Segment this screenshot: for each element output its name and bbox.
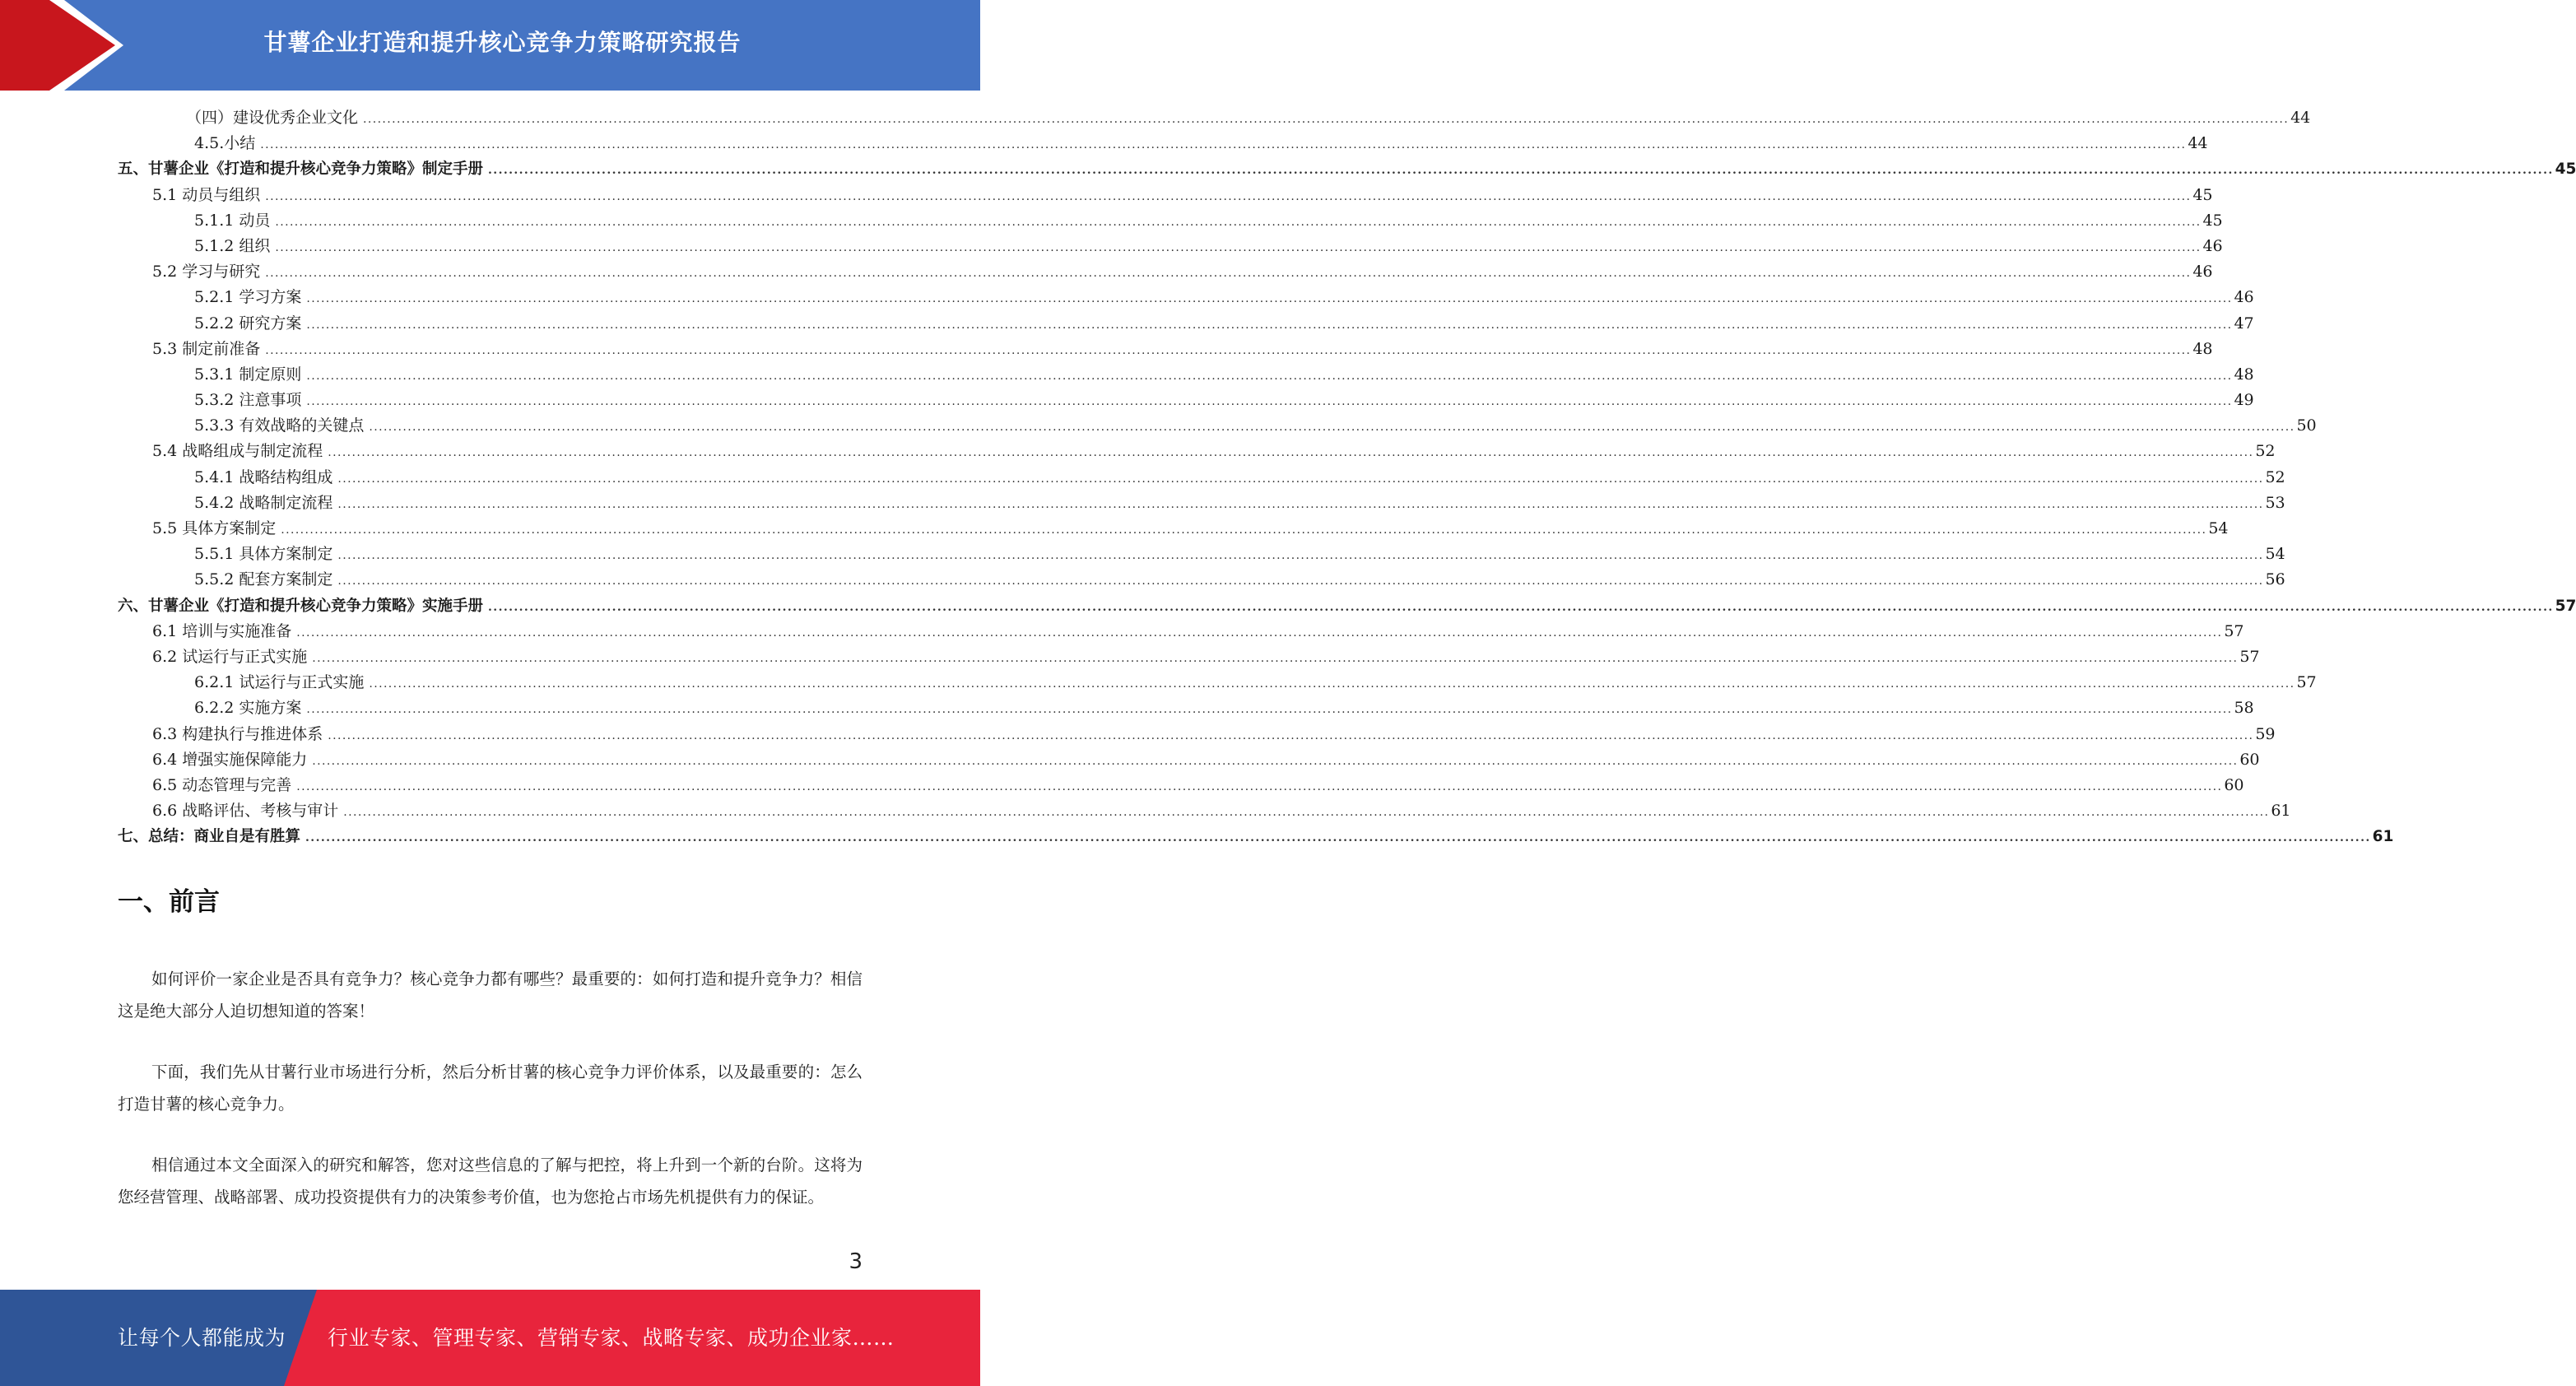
toc-entry-title: 6.2 试运行与正式实施: [152, 647, 308, 666]
toc-entry-title: 五、甘薯企业《打造和提升核心竞争力策略》制定手册: [118, 160, 484, 179]
toc-entry-title: 5.5 具体方案制定: [152, 519, 277, 537]
toc-entry[interactable]: [118, 593, 2576, 619]
toc-entry-page: 46: [2202, 236, 2223, 255]
toc-entry-title: 5.1.1 动员: [194, 211, 271, 230]
table-of-contents: [118, 105, 2576, 849]
toc-entry[interactable]: [118, 516, 2229, 542]
toc-entry-title: 5.3.3 有效战略的关键点: [194, 416, 365, 435]
toc-entry-page: 46: [2234, 288, 2254, 307]
toc-entry-title: 6.1 培训与实施准备: [152, 621, 292, 640]
toc-entry-page: 48: [2192, 339, 2213, 358]
toc-entry-title: 5.3.1 制定原则: [194, 365, 302, 384]
toc-entry[interactable]: [118, 285, 2254, 310]
toc-leader-dots: ................................................................................................................................................................................................................................................................................................................................................................................................................: [296, 626, 2223, 640]
toc-entry[interactable]: [118, 156, 2576, 182]
toc-entry-page: 57: [2224, 621, 2244, 640]
toc-entry-page: 45: [2192, 185, 2213, 204]
toc-entry[interactable]: [118, 722, 2276, 747]
toc-entry[interactable]: [118, 362, 2254, 388]
toc-entry-page: 50: [2296, 416, 2317, 435]
toc-entry[interactable]: [118, 388, 2254, 413]
toc-leader-dots: ................................................................................................................................................................................................................................................................................................................................................................................................................: [265, 189, 2192, 203]
toc-entry-page: 49: [2234, 391, 2254, 410]
section-title: 一、前言: [118, 887, 220, 917]
toc-leader-dots: ................................................................................................................................................................................................................................................................................................................................................................................................................: [312, 651, 2239, 665]
toc-leader-dots: ................................................................................................................................................................................................................................................................................................................................................................................................................: [281, 523, 2207, 537]
toc-entry-page: 54: [2265, 545, 2285, 564]
page-footer: [0, 1290, 980, 1386]
toc-entry-page: 47: [2234, 314, 2254, 333]
toc-entry-page: 57: [2296, 673, 2317, 692]
toc-entry[interactable]: [118, 798, 2291, 824]
toc-entry-page: 54: [2208, 519, 2229, 537]
toc-entry[interactable]: [118, 208, 2223, 234]
toc-leader-dots: ................................................................................................................................................................................................................................................................................................................................................................................................................: [306, 395, 2233, 409]
page-number: 3: [849, 1249, 863, 1274]
toc-entry[interactable]: [118, 337, 2213, 362]
toc-leader-dots: ................................................................................................................................................................................................................................................................................................................................................................................................................: [296, 779, 2223, 793]
toc-entry[interactable]: [118, 644, 2260, 670]
paragraph: 下面，我们先从甘薯行业市场进行分析，然后分析甘薯的核心竞争力评价体系，以及最重要的：怎么打造甘薯的核心竞争力。: [118, 1063, 863, 1114]
toc-entry-page: 56: [2265, 570, 2285, 589]
toc-leader-dots: ................................................................................................................................................................................................................................................................................................................................................................................................................: [265, 343, 2192, 357]
toc-entry-page: 48: [2234, 365, 2254, 384]
toc-entry[interactable]: [118, 439, 2276, 464]
toc-leader-dots: ................................................................................................................................................................................................................................................................................................................................................................................................................: [337, 574, 2264, 588]
body-text: [118, 963, 863, 1242]
toc-leader-dots: ................................................................................................................................................................................................................................................................................................................................................................................................................: [488, 164, 2554, 178]
toc-entry-title: 5.4.2 战略制定流程: [194, 493, 333, 512]
toc-leader-dots: ................................................................................................................................................................................................................................................................................................................................................................................................................: [306, 703, 2233, 717]
toc-entry-page: 52: [2255, 442, 2276, 461]
toc-entry-page: 53: [2265, 493, 2285, 512]
toc-entry-title: 六、甘薯企业《打造和提升核心竞争力策略》实施手册: [118, 597, 484, 615]
toc-entry-title: 5.5.2 配套方案制定: [194, 570, 333, 589]
paragraph: 如何评价一家企业是否具有竞争力？核心竞争力都有哪些？最重要的：如何打造和提升竞争力？相信这是绝大部分人迫切想知道的答案！: [118, 970, 863, 1021]
toc-entry[interactable]: [118, 695, 2254, 721]
footer-slogan-right: 行业专家、管理专家、营销专家、战略专家、成功企业家……: [328, 1326, 895, 1350]
toc-leader-dots: ................................................................................................................................................................................................................................................................................................................................................................................................................: [343, 806, 2270, 820]
toc-entry-page: 60: [2224, 775, 2244, 794]
toc-entry-title: 七、总结：商业自是有胜算: [118, 828, 301, 846]
toc-leader-dots: ................................................................................................................................................................................................................................................................................................................................................................................................................: [305, 831, 2371, 845]
toc-entry-title: 5.5.1 具体方案制定: [194, 545, 333, 564]
toc-entry-page: 57: [2239, 647, 2260, 666]
toc-entry[interactable]: [118, 105, 2311, 131]
toc-leader-dots: ................................................................................................................................................................................................................................................................................................................................................................................................................: [328, 446, 2254, 460]
toc-entry-page: 45: [2202, 211, 2223, 230]
toc-entry[interactable]: [118, 542, 2285, 567]
toc-entry[interactable]: [118, 183, 2213, 208]
toc-entry-page: 58: [2234, 699, 2254, 718]
toc-entry-page: 61: [2271, 802, 2291, 821]
toc-leader-dots: ................................................................................................................................................................................................................................................................................................................................................................................................................: [260, 138, 2187, 152]
toc-entry-page: 57: [2555, 597, 2576, 615]
toc-entry-page: 61: [2372, 828, 2394, 846]
toc-leader-dots: ................................................................................................................................................................................................................................................................................................................................................................................................................: [363, 113, 2290, 126]
footer-slogan-left: 让每个人都能成为: [118, 1326, 286, 1350]
toc-leader-dots: ................................................................................................................................................................................................................................................................................................................................................................................................................: [312, 754, 2239, 768]
toc-leader-dots: ................................................................................................................................................................................................................................................................................................................................................................................................................: [306, 292, 2233, 306]
toc-entry-title: （四）建设优秀企业文化: [186, 109, 359, 127]
toc-entry[interactable]: [118, 824, 2394, 849]
toc-entry-page: 44: [2290, 109, 2311, 127]
toc-entry[interactable]: [118, 131, 2208, 156]
toc-entry[interactable]: [118, 491, 2285, 516]
toc-leader-dots: ................................................................................................................................................................................................................................................................................................................................................................................................................: [369, 677, 2295, 691]
toc-entry[interactable]: [118, 747, 2260, 773]
toc-entry-title: 5.3.2 注意事项: [194, 391, 302, 410]
header-title: 甘薯企业打造和提升核心竞争力策略研究报告: [263, 29, 742, 56]
toc-leader-dots: ................................................................................................................................................................................................................................................................................................................................................................................................................: [265, 267, 2192, 281]
toc-entry-page: 45: [2555, 160, 2576, 179]
toc-entry-page: 44: [2188, 134, 2208, 153]
toc-entry[interactable]: [118, 567, 2285, 593]
toc-entry[interactable]: [118, 619, 2244, 644]
toc-entry-title: 4.5.小结: [194, 134, 256, 153]
toc-entry-title: 5.2.1 学习方案: [194, 288, 302, 307]
toc-entry-title: 5.4.1 战略结构组成: [194, 467, 333, 486]
toc-leader-dots: ................................................................................................................................................................................................................................................................................................................................................................................................................: [275, 240, 2202, 254]
toc-entry-page: 59: [2255, 724, 2276, 743]
toc-entry-title: 6.2.1 试运行与正式实施: [194, 673, 365, 692]
toc-entry-title: 6.2.2 实施方案: [194, 699, 302, 718]
toc-entry[interactable]: [118, 234, 2223, 259]
toc-entry-title: 5.2 学习与研究: [152, 263, 261, 281]
toc-entry-title: 5.1.2 组织: [194, 236, 271, 255]
toc-entry[interactable]: [118, 465, 2285, 491]
toc-entry[interactable]: [118, 773, 2244, 798]
toc-entry-page: 60: [2239, 750, 2260, 769]
toc-entry-title: 5.2.2 研究方案: [194, 314, 302, 333]
toc-leader-dots: ................................................................................................................................................................................................................................................................................................................................................................................................................: [306, 318, 2233, 332]
toc-leader-dots: ................................................................................................................................................................................................................................................................................................................................................................................................................: [337, 472, 2264, 486]
toc-leader-dots: ................................................................................................................................................................................................................................................................................................................................................................................................................: [306, 369, 2233, 383]
toc-leader-dots: ................................................................................................................................................................................................................................................................................................................................................................................................................: [337, 497, 2264, 511]
toc-entry-page: 46: [2192, 263, 2213, 281]
toc-leader-dots: ................................................................................................................................................................................................................................................................................................................................................................................................................: [488, 600, 2554, 614]
toc-entry-title: 5.3 制定前准备: [152, 339, 261, 358]
toc-entry-title: 6.6 战略评估、考核与审计: [152, 802, 339, 821]
toc-entry-title: 5.4 战略组成与制定流程: [152, 442, 323, 461]
toc-entry[interactable]: [118, 259, 2213, 285]
toc-leader-dots: ................................................................................................................................................................................................................................................................................................................................................................................................................: [275, 215, 2202, 229]
toc-entry-title: 6.5 动态管理与完善: [152, 775, 292, 794]
toc-entry-page: 52: [2265, 467, 2285, 486]
toc-entry[interactable]: [118, 670, 2317, 695]
toc-entry[interactable]: [118, 413, 2317, 439]
toc-leader-dots: ................................................................................................................................................................................................................................................................................................................................................................................................................: [328, 728, 2254, 742]
toc-entry-title: 5.1 动员与组织: [152, 185, 261, 204]
toc-leader-dots: ................................................................................................................................................................................................................................................................................................................................................................................................................: [337, 549, 2264, 563]
toc-entry[interactable]: [118, 311, 2254, 337]
toc-entry-title: 6.3 构建执行与推进体系: [152, 724, 323, 743]
toc-leader-dots: ................................................................................................................................................................................................................................................................................................................................................................................................................: [369, 421, 2295, 435]
page-header: [0, 0, 980, 91]
paragraph: 相信通过本文全面深入的研究和解答，您对这些信息的了解与把控，将上升到一个新的台阶。这将为您经营管理、战略部署、成功投资提供有力的决策参考价值，也为您抢占市场先机提供有力的保证。: [118, 1156, 863, 1207]
toc-entry-title: 6.4 增强实施保障能力: [152, 750, 308, 769]
